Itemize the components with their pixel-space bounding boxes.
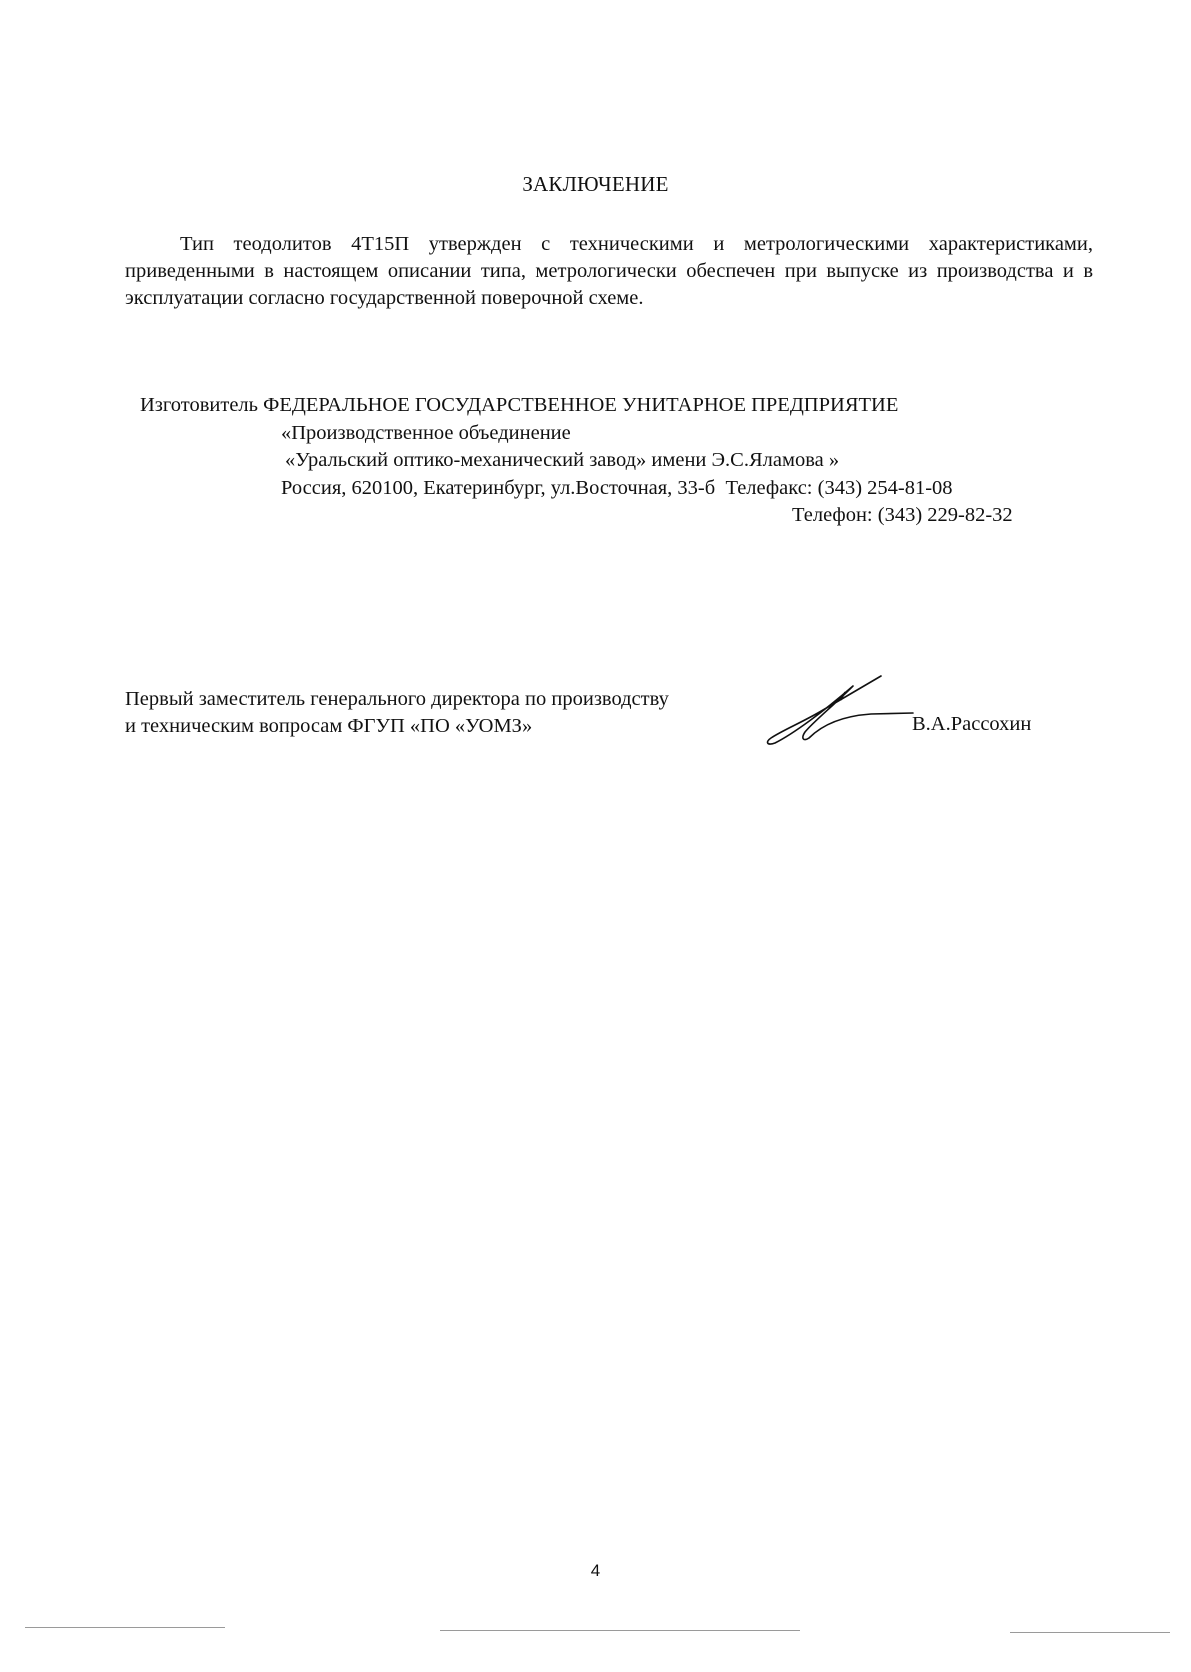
signature-icon [763, 672, 923, 752]
conclusion-paragraph: Тип теодолитов 4Т15П утвержден с техническими и метрологическими характеристиками, приведенными в настоящем описании типа, метрологически обеспечен при выпуске из производства и в эксплуатации согласно государственной поверочной схеме. [125, 233, 1093, 309]
scan-artifact-line [25, 1627, 225, 1628]
manufacturer-address: Россия, 620100, Екатеринбург, ул.Восточная, 33-б [281, 476, 716, 499]
manufacturer-block [140, 392, 1013, 530]
manufacturer-fax: Телефакс: (343) 254-81-08 [725, 476, 953, 499]
manufacturer-address-row [140, 475, 1013, 503]
scan-artifact-line [440, 1630, 800, 1631]
document-title: ЗАКЛЮЧЕНИЕ [522, 172, 669, 196]
signatory-position [125, 686, 669, 740]
manufacturer-org-line1: «Производственное объединение [281, 421, 571, 444]
scan-artifact-line [1010, 1632, 1170, 1633]
manufacturer-name: ФЕДЕРАЛЬНОЕ ГОСУДАРСТВЕННОЕ УНИТАРНОЕ ПРЕДПРИЯТИЕ [263, 394, 899, 416]
manufacturer-org-line2: «Уральский оптико-механический завод» имени Э.С.Яламова » [285, 449, 840, 471]
page-number: 4 [590, 1561, 601, 1580]
manufacturer-heading [140, 392, 1013, 420]
signatory-position-line1: Первый заместитель генерального директора по производству [125, 688, 669, 710]
signer-name: В.А.Рассохин [912, 713, 1032, 735]
manufacturer-phone: Телефон: (343) 229-82-32 [792, 504, 1013, 526]
signatory-position-line2: и техническим вопросам ФГУП «ПО «УОМЗ» [125, 715, 533, 737]
manufacturer-label: Изготовитель [140, 394, 259, 416]
